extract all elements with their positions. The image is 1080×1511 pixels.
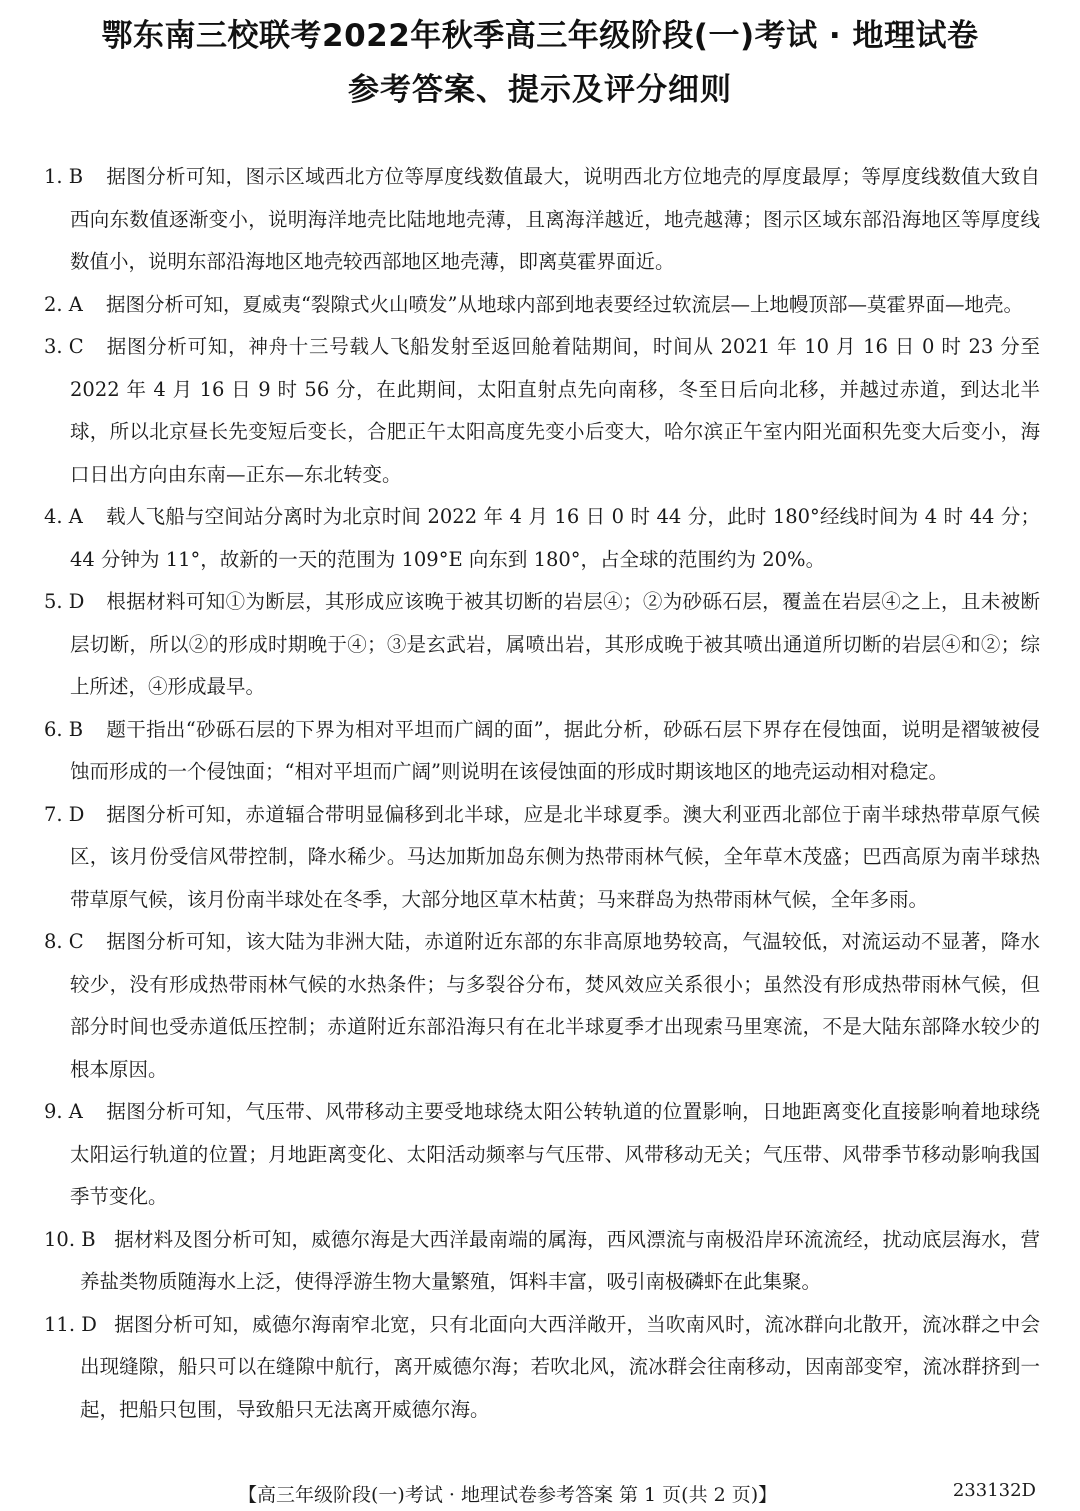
answer-explanation: 据图分析可知，气压带、风带移动主要受地球绕太阳公转轨道的位置影响，日地距离变化直接影响着地球绕太阳运行轨道的位置；月地距离变化、太阳活动频率与气压带、风带移动无关；气压带、风带季节移动影响我国季节变化。 xyxy=(70,1100,1040,1208)
answer-explanation: 据图分析可知，威德尔海南窄北宽，只有北面向大西洋敞开，当吹南风时，流冰群向北散开，流冰群之中会出现缝隙，船只可以在缝隙中航行，离开威德尔海；若吹北风，流冰群会往南移动，因南部变窄，流冰群挤到一起，把船只包围，导致船只无法离开威德尔海。 xyxy=(80,1312,1040,1421)
answer-number: 9. A xyxy=(44,1100,83,1123)
answer-number: 5. D xyxy=(44,590,85,613)
answer-list xyxy=(44,156,1040,1431)
answer-number: 11. D xyxy=(44,1312,97,1336)
answer-number: 7. D xyxy=(44,802,85,826)
answer-item-4 xyxy=(44,496,1040,581)
answer-item-3 xyxy=(44,326,1040,496)
answer-number: 10. B xyxy=(44,1227,96,1251)
answer-explanation: 据材料及图分析可知，威德尔海是大西洋最南端的属海，西风漂流与南极沿岸环流流经，扰动底层海水，营养盐类物质随海水上泛，使得浮游生物大量繁殖，饵料丰富，吸引南极磷虾在此集聚。 xyxy=(80,1227,1040,1293)
page-subtitle: 参考答案、提示及评分细则 xyxy=(348,72,732,108)
answer-explanation: 据图分析可知，夏威夷“裂隙式火山喷发”从地球内部到地表要经过软流层—上地幔顶部—莫霍界面—地壳。 xyxy=(106,292,1023,316)
answer-number: 6. B xyxy=(44,717,84,741)
answer-number: 3. C xyxy=(44,335,84,358)
answer-explanation: 题干指出“砂砾石层的下界为相对平坦而广阔的面”，据此分析，砂砾石层下界存在侵蚀面，说明是褶皱被侵蚀而形成的一个侵蚀面；“相对平坦而广阔”则说明在该侵蚀面的形成时期该地区的地壳运动相对稳定。 xyxy=(70,717,1040,783)
answer-item-11 xyxy=(44,1304,1040,1432)
answer-item-5 xyxy=(44,581,1040,709)
footer-page-info: 【高三年级阶段(一)考试 · 地理试卷参考答案 第 1 页(共 2 页)】 xyxy=(238,1484,778,1506)
answer-item-10 xyxy=(44,1219,1040,1304)
page-title: 鄂东南三校联考2022年秋季高三年级阶段(一)考试 · 地理试卷 xyxy=(101,18,979,54)
answer-item-2 xyxy=(44,284,1040,327)
answer-item-8 xyxy=(44,921,1040,1091)
answer-explanation: 根据材料可知①为断层，其形成应该晚于被其切断的岩层④；②为砂砾石层，覆盖在岩层④之上，且未被断层切断，所以②的形成时期晚于④；③是玄武岩，属喷出岩，其形成晚于被其喷出通道所切断的岩层④和②；综上所述，④形成最早。 xyxy=(70,590,1040,698)
answer-number: 2. A xyxy=(44,292,83,316)
answer-explanation: 据图分析可知，图示区域西北方位等厚度线数值最大，说明西北方位地壳的厚度最厚；等厚度线数值大致自西向东数值逐渐变小，说明海洋地壳比陆地地壳薄，且离海洋越近，地壳越薄；图示区域东部沿海地区等厚度线数值小，说明东部沿海地区地壳较西部地区地壳薄，即离莫霍界面近。 xyxy=(70,165,1040,273)
answer-number: 4. A xyxy=(44,505,83,528)
answer-number: 1. B xyxy=(44,165,84,188)
answer-number: 8. C xyxy=(44,930,84,953)
answer-explanation: 载人飞船与空间站分离时为北京时间 2022 年 4 月 16 日 0 时 44 分，此时 180°经线时间为 4 时 44 分；44 分钟为 11°，故新的一天的范围为 109°E 向东到 180°，占全球的范围约为 20%。 xyxy=(70,505,1040,571)
answer-item-6 xyxy=(44,709,1040,794)
footer-doc-code: 233132D xyxy=(952,1480,1036,1501)
answer-explanation: 据图分析可知，赤道辐合带明显偏移到北半球，应是北半球夏季。澳大利亚西北部位于南半球热带草原气候区，该月份受信风带控制，降水稀少。马达加斯加岛东侧为热带雨林气候，全年草木茂盛；巴西高原为南半球热带草原气候，该月份南半球处在冬季，大部分地区草木枯黄；马来群岛为热带雨林气候，全年多雨。 xyxy=(70,802,1040,911)
answer-item-9 xyxy=(44,1091,1040,1219)
answer-explanation: 据图分析可知，神舟十三号载人飞船发射至返回舱着陆期间，时间从 2021 年 10 月 16 日 0 时 23 分至 2022 年 4 月 16 日 9 时 56 分，在此期间，太阳直射点先向南移，冬至日后向北移，并越过赤道，到达北半球，所以北京昼长先变短后变长，合肥正午太阳高度先变小后变大，哈尔滨正午室内阳光面积先变大后变小，海口日出方向由东南—正东—东北转变。 xyxy=(70,335,1040,486)
answer-item-1 xyxy=(44,156,1040,284)
answer-item-7 xyxy=(44,794,1040,922)
answer-explanation: 据图分析可知，该大陆为非洲大陆，赤道附近东部的东非高原地势较高，气温较低，对流运动不显著，降水较少，没有形成热带雨林气候的水热条件；与多裂谷分布，焚风效应关系很小；虽然没有形成热带雨林气候，但部分时间也受赤道低压控制；赤道附近东部沿海只有在北半球夏季才出现索马里寒流，不是大陆东部降水较少的根本原因。 xyxy=(70,930,1040,1081)
